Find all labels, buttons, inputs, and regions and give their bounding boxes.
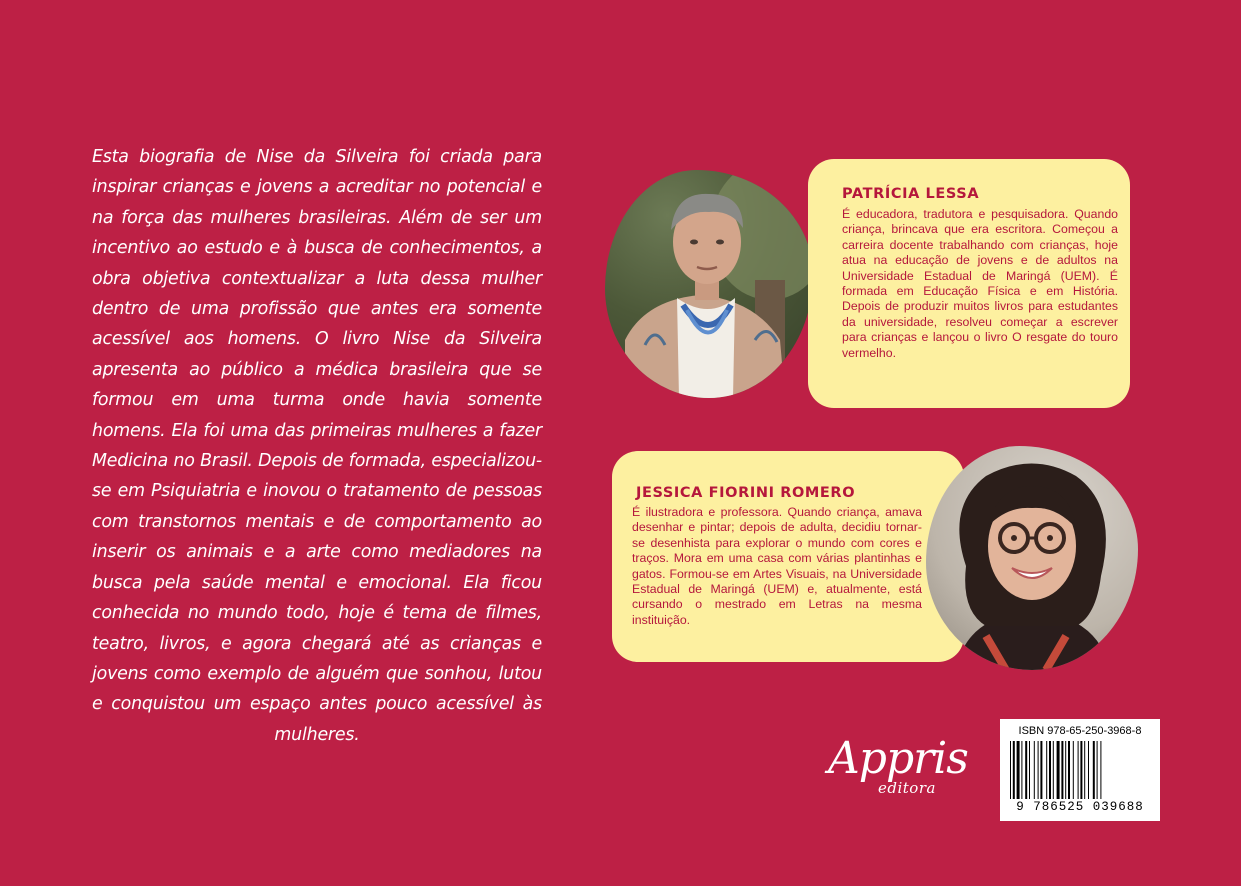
author-bio: É educadora, tradutora e pesquisadora. Quando criança, brincava que era escritora. Começou a carreira docente trabalhando com crianças, hoje atua na educação de jovens e de adultos na Universidade Estadual de Maringá (UEM). É formada em Educação Física e em História. Depois de produzir muitos livros para estudantes da universidade, resolveu começar a escrever para crianças e lançou o livro O resgate do touro vermelho. bbox=[842, 207, 1118, 360]
publisher-subtitle: editora bbox=[878, 779, 936, 797]
barcode-bars bbox=[1010, 741, 1150, 799]
author-card-patricia bbox=[808, 159, 1130, 408]
author-portrait-illustration bbox=[605, 170, 813, 398]
isbn-label: ISBN 978-65-250-3968-8 bbox=[1018, 725, 1142, 737]
publisher-name: Appris bbox=[828, 733, 968, 784]
barcode-digits: 9 786525 039688 bbox=[1016, 800, 1144, 814]
illustrator-photo-jessica bbox=[926, 446, 1138, 670]
isbn-barcode bbox=[1000, 719, 1160, 821]
illustrator-name: JESSICA FIORINI ROMERO bbox=[636, 485, 856, 501]
back-cover-blurb: Esta biografia de Nise da Silveira foi criada para inspirar crianças e jovens a acreditar no potencial e na força das mulheres brasileiras. Além de ser um incentivo ao estudo e à busca de conhecimentos, a obra objetiva contextualizar a luta dessa mulher dentro de uma profissão que antes era somente acessível aos homens. O livro Nise da Silveira apresenta ao público a médica brasileira que se formou em uma turma onde havia somente homens. Ela foi uma das primeiras mulheres a fazer Medicina no Brasil. Depois de formada, especializou-se em Psiquiatria e inovou o tratamento de pessoas com transtornos mentais e de comportamento ao inserir os animais e a arte como mediadores na busca pela saúde mental e emocional. Ela ficou conhecida no mundo todo, hoje é tema de filmes, teatro, livros, e agora chegará até as crianças e jovens como exemplo de alguém que sonhou, lutou e conquistou um espaço antes pouco acessível às mulheres. bbox=[92, 147, 542, 745]
publisher-logo bbox=[818, 735, 968, 805]
author-card-jessica bbox=[612, 451, 964, 662]
author-name: PATRÍCIA LESSA bbox=[842, 186, 980, 202]
illustrator-bio: É ilustradora e professora. Quando criança, amava desenhar e pintar; depois de adulta, decidiu tornar-se desenhista para explorar o mundo com cores e traços. Mora em uma casa com várias plantinhas e gatos. Formou-se em Artes Visuais, na Universidade Estadual de Maringá (UEM) e, atualmente, está cursando o mestrado em Letras na mesma instituição. bbox=[632, 505, 922, 627]
illustrator-portrait-illustration bbox=[926, 446, 1138, 670]
author-photo-patricia bbox=[605, 170, 813, 398]
